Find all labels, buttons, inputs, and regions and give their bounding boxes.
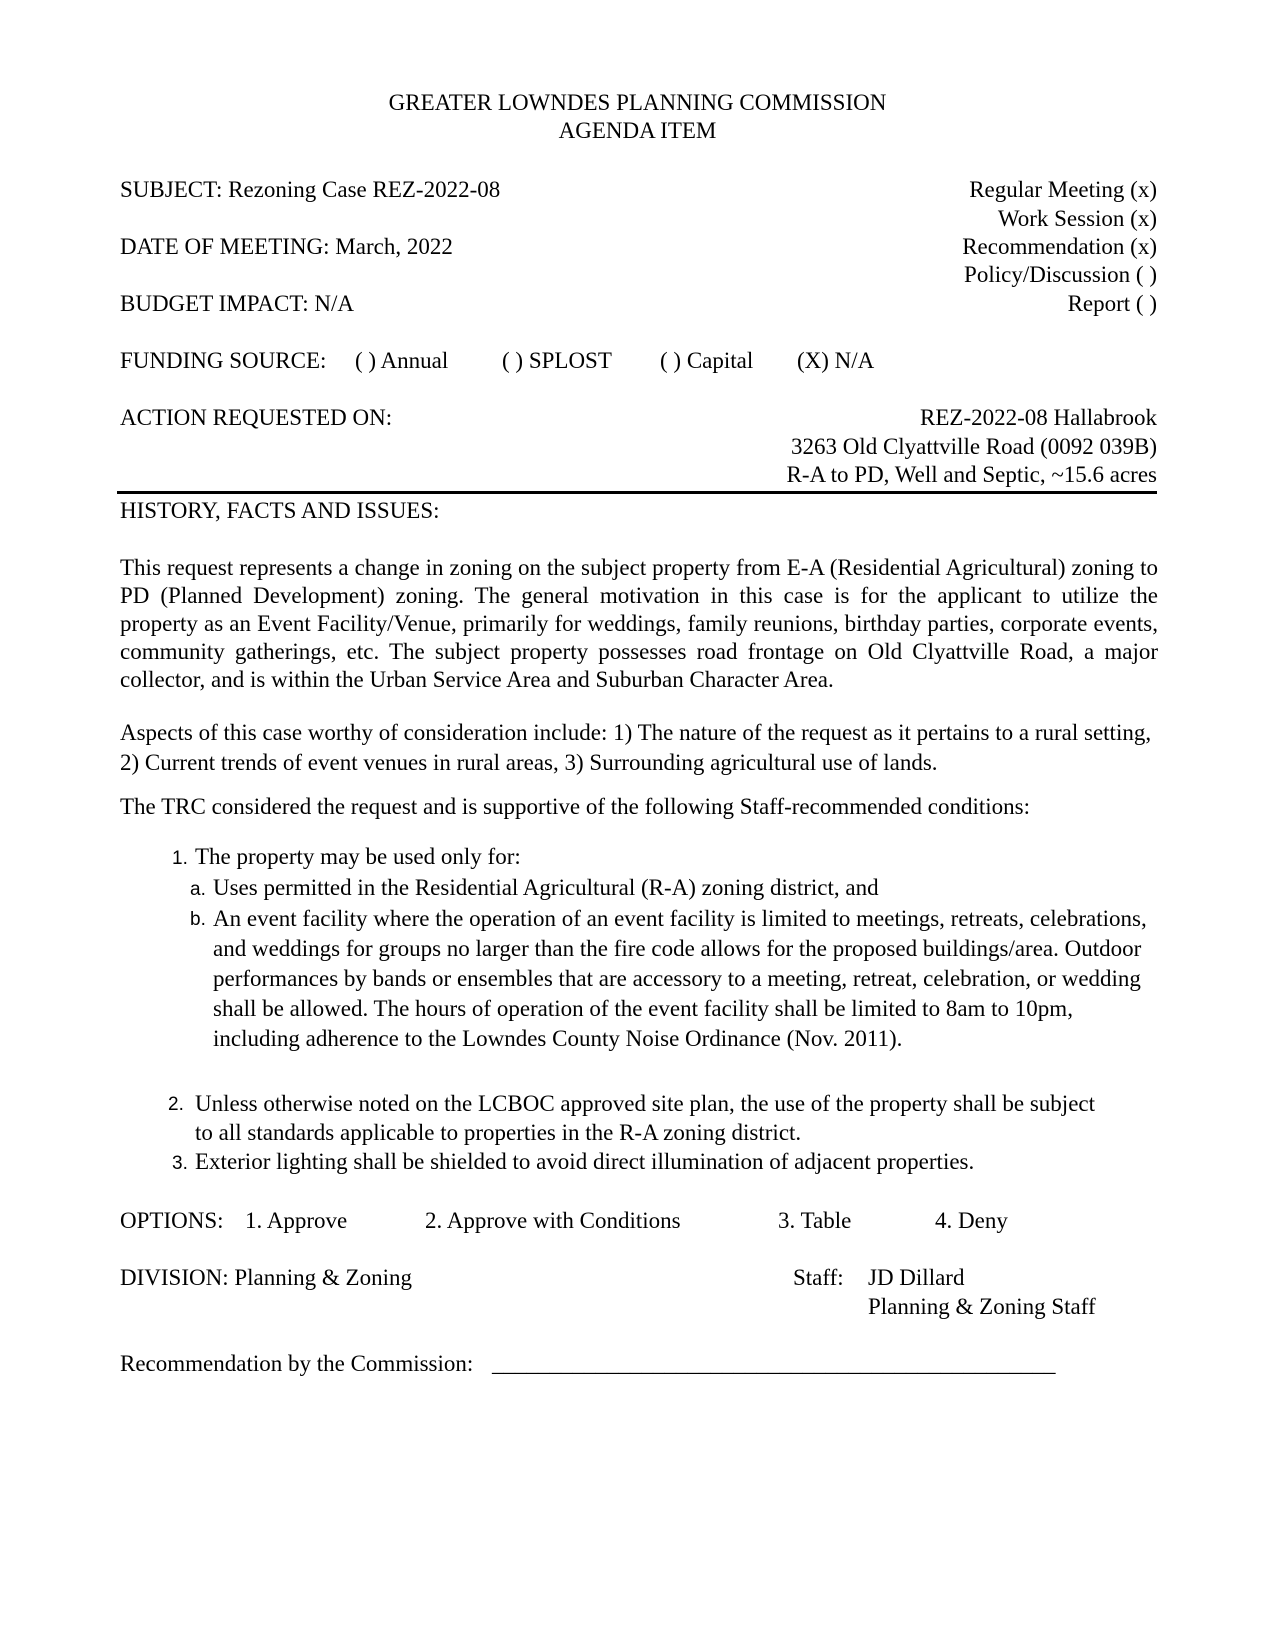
option-approve-with-conditions: 2. Approve with Conditions bbox=[425, 1208, 681, 1233]
case-address: 3263 Old Clyattville Road (0092 039B) bbox=[790, 434, 1157, 459]
condition-b-number: b. bbox=[190, 909, 206, 930]
section-divider bbox=[117, 491, 1157, 494]
date-field: DATE OF MEETING: March, 2022 bbox=[120, 234, 453, 259]
recommendation-blank-line: _________________________________________________ bbox=[492, 1351, 1056, 1376]
condition-b-text: An event facility where the operation of an event facility is limited to meetings, retreats, celebrations, and weddings for groups no larger than the fire code allows for the proposed buildings/area. Outdoor performances by bands or ensembles that are accessory to a meeting, retreat, celebration, or wedding shall be allowed. The hours of operation of the event facility shall be limited to 8am to 10pm, including adherence to the Lowndes County Noise Ordinance (Nov. 2011). bbox=[213, 906, 1147, 1051]
recommendation-label: Recommendation by the Commission: bbox=[120, 1351, 474, 1376]
case-id: REZ-2022-08 Hallabrook bbox=[920, 405, 1157, 430]
history-heading: HISTORY, FACTS AND ISSUES: bbox=[120, 498, 440, 523]
action-label: ACTION REQUESTED ON: bbox=[120, 405, 393, 430]
division-field: DIVISION: Planning & Zoning bbox=[120, 1265, 412, 1290]
option-table: 3. Table bbox=[778, 1208, 852, 1233]
condition-a-text: Uses permitted in the Residential Agricultural (R-A) zoning district, and bbox=[213, 875, 879, 900]
condition-1-number: 1. bbox=[172, 848, 188, 869]
option-approve: 1. Approve bbox=[245, 1208, 348, 1233]
staff-label: Staff: bbox=[793, 1265, 844, 1290]
history-paragraph-1: This request represents a change in zoning on the subject property from E-A (Residential Agricultural) zoning to PD (Planned Development) zoning. The general motivation in this case is for the applicant to utilize the property as an Event Facility/Venue, primarily for weddings, family reunions, birthday parties, corporate events, community gatherings, etc. The subject property possesses road frontage on Old Clyattville Road, a major collector, and is within the Urban Service Area and Suburban Character Area. bbox=[120, 555, 1158, 692]
funding-label: FUNDING SOURCE: bbox=[120, 348, 327, 373]
staff-title: Planning & Zoning Staff bbox=[868, 1294, 1096, 1319]
meeting-type-policy: Policy/Discussion ( ) bbox=[964, 262, 1157, 287]
meeting-type-work-session: Work Session (x) bbox=[997, 206, 1157, 231]
condition-a-number: a. bbox=[190, 879, 206, 900]
condition-1-text: The property may be used only for: bbox=[195, 844, 521, 869]
condition-3-text: Exterior lighting shall be shielded to avoid direct illumination of adjacent properties. bbox=[195, 1149, 975, 1174]
subject-field: SUBJECT: Rezoning Case REZ-2022-08 bbox=[120, 177, 501, 202]
funding-na: (X) N/A bbox=[797, 348, 875, 373]
budget-field: BUDGET IMPACT: N/A bbox=[120, 291, 354, 316]
org-title: GREATER LOWNDES PLANNING COMMISSION bbox=[388, 90, 887, 115]
condition-2-text: Unless otherwise noted on the LCBOC approved site plan, the use of the property shall be subject to all standards applicable to properties in the R-A zoning district. bbox=[195, 1091, 1095, 1145]
options-label: OPTIONS: bbox=[120, 1208, 224, 1233]
condition-3-number: 3. bbox=[172, 1153, 188, 1174]
option-deny: 4. Deny bbox=[935, 1208, 1008, 1233]
funding-splost: ( ) SPLOST bbox=[502, 348, 612, 373]
meeting-type-regular: Regular Meeting (x) bbox=[969, 177, 1157, 202]
document-title: AGENDA ITEM bbox=[558, 118, 717, 143]
history-paragraph-3: The TRC considered the request and is supportive of the following Staff-recommended conditions: bbox=[120, 794, 1031, 819]
condition-2-number: 2. bbox=[168, 1094, 184, 1115]
staff-name: JD Dillard bbox=[868, 1265, 965, 1290]
funding-capital: ( ) Capital bbox=[660, 348, 754, 373]
meeting-type-report: Report ( ) bbox=[1067, 291, 1157, 316]
funding-annual: ( ) Annual bbox=[355, 348, 449, 373]
case-zoning-change: R-A to PD, Well and Septic, ~15.6 acres bbox=[786, 462, 1157, 487]
meeting-type-recommendation: Recommendation (x) bbox=[962, 234, 1157, 259]
history-paragraph-2: Aspects of this case worthy of consideration include: 1) The nature of the request as it pertains to a rural setting, 2) Current trends of event venues in rural areas, 3) Surrounding agricultural use of lands. bbox=[120, 720, 1152, 775]
